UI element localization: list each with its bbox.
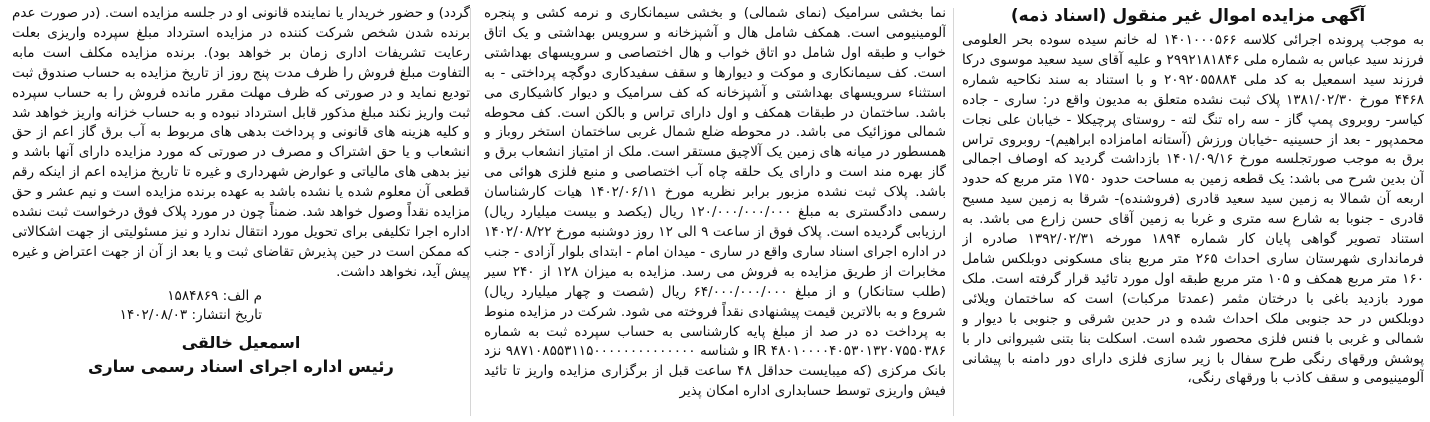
signer-title: رئیس اداره اجرای اسناد رسمی ساری (88, 356, 394, 376)
notice-column-middle (484, 4, 946, 420)
notice-body-part-1: به موجب پرونده اجرائی کلاسه ۱۴۰۱۰۰۰۵۶۶ له خانم سیده سوده بحر العلومی فرزند سید عباس به شماره ملی ۲۹۹۲۱۸۱۸۴۶ و علیه آقای سید سعید موسوی درکا فرزند سید اسمعیل به کد ملی ۲۰۹۲۰۵۵۸۸۴ و با استناد به سند نکاحیه شماره ۴۴۶۸ مورخ ۱۳۸۱/۰۲/۳۰ پلاک ثبت نشده متعلق به مدیون واقع در: ساری - جاده کیاسر- روبروی پمپ گاز - سه راه تنگ لته - روستای پرچیکلا - خیابان علی نجات محمدپور - بعد از حسینیه -خیابان ورزش (آستانه امامزاده ابراهیم)- روبروی تراس برق به موجب صورتجلسه مورخ ۱۴۰۱/۰۹/۱۶ بازداشت گردید که اوصاف اجمالی آن بدین شرح می باشد: یک قطعه زمین به مساحت حدود ۱۷۵۰ متر مربع که حدود اربعه آن شمالا به زمین سید سعید قادری (فروشنده)- شرقا به زمین سید مسیح قادری - جنوبا به شارع سه متری و غربا به زمین آقای حسن زارع می باشد. به استناد تصویر گواهی پایان کار شماره ۱۸۹۴ مورخه ۱۳۹۲/۰۲/۳۱ صادره از فرمانداری شهرستان ساری احداث ۲۶۵ متر مربع بنای مسکونی دوبلکس شامل ۱۶۰ متر مربع همکف و ۱۰۵ متر مربع طبقه اول مورد تائید قرار گرفته است. ملک مورد بازدید باغی با درختان مثمر (عمدتا مرکبات) است که ساختمان ویلائی دوبلکس در حد جنوبی ملک احداث شده و در حدین شرقی و جنوبی با دیوار و شمالی و غربی با فنس فلزی محصور شده است. اسکلت بنا بتنی شیروانی دار با پوشش ورقهای رنگی طرح سفال با زیر سازی فلزی دارای دور دامنه با پیشانی آلومینیومی و سقف کاذب با ورقهای رنگی، (962, 32, 1424, 387)
notice-title: آگهی مزایده اموال غیر منقول (اسناد ذمه) (1010, 6, 1366, 26)
notice-meta (12, 287, 470, 325)
notice-column-right (962, 4, 1424, 420)
reference-number: م الف: ۱۵۸۴۸۶۹ (167, 287, 262, 304)
publish-date: تاریخ انتشار: ۱۴۰۲/۰۸/۰۳ (119, 306, 262, 323)
signer-name: اسمعیل خالقی (181, 332, 301, 352)
notice-column-left (12, 4, 470, 420)
notice-body-part-2: نما بخشی سرامیک (نمای شمالی) و بخشی سیمانکاری و نرمه کشی و پنجره آلومینیومی است. همکف شامل هال و آشپزخانه و سرویس بهداشتی و یک اتاق خواب و طبقه اول شامل دو اتاق خواب و هال اختصاصی و سرویسهای بهداشتی است. کف سیمانکاری و موکت و دیوارها و سقف سفیدکاری دوگچه پرداختی - به استثناء سرویسهای بهداشتی و آشپزخانه که کف سرامیک و دیوار کاشیکاری می باشد. ساختمان در طبقات همکف و اول دارای تراس و بالکن است. کف محوطه شمالی موزائیک می باشد. در محوطه ضلع شمال غربی ساختمان استخر روباز و همسطور در میانه های زمین یک آلاچیق مستقر است. ملک از امتیاز انشعاب برق و گاز بهره مند است و دارای یک حلقه چاه آب اختصاصی و منبع فلزی هوائی می باشد. پلاک ثبت نشده مزبور برابر نظریه مورخ ۱۴۰۲/۰۶/۱۱ هیات کارشناسان رسمی دادگستری به مبلغ ۱۲۰/۰۰۰/۰۰۰/۰۰۰ ریال (یکصد و بیست میلیارد ریال) ارزیابی گردیده است. پلاک فوق از ساعت ۹ الی ۱۲ روز دوشنبه مورخ ۱۴۰۲/۰۸/۲۲ در اداره اجرای اسناد ساری واقع در ساری - میدان امام - ابتدای بلوار آزادی - جنب مخابرات از طریق مزایده به فروش می رسد. مزایده به میزان ۱۲۸ از ۲۴۰ سیر (طلب ستانکار) و از مبلغ ۶۴/۰۰۰/۰۰۰/۰۰۰ ریال (شصت و چهار میلیارد ریال) شروع و به بالاترین قیمت پیشنهادی نقداً فروخته می شود. شرکت در مزایده منوط به پرداخت ده در صد از مبلغ پایه کارشناسی به حساب سپرده ثبت به شماره ۴۸۰۱۰۰۰۰۴۰۵۳۰۱۳۲۰۷۵۵۰۳۸۶ IR و شناسه ۹۸۷۱۰۸۵۵۳۱۱۵۰۰۰۰۰۰۰۰۰۰۰۰۰۰ نزد بانک مرکزی (که میبایست حداقل ۴۸ ساعت قبل از برگزاری مزایده واریز تا تائید فیش واریزی توسط حسابداری اداره امکان پذیر (484, 5, 946, 400)
notice-body-part-3: گردد) و حضور خریدار یا نماینده قانونی او در جلسه مزایده است. (در صورت عدم برنده شدن شخص شرکت کننده در مزایده استرداد مبلغ سپرده واریزی بعلت رعایت تشریفات اداری زمان بر خواهد بود). برنده مزایده مکلف است مابه التفاوت مبلغ فروش را ظرف مدت پنج روز از تاریخ مزایده به حساب صندوق ثبت تودیع نماید و در صورتی که ظرف مهلت مقرر مانده فروش را به حساب سپرده ثبت واریز نکند مبلغ مذکور قابل استرداد نبوده و به حساب خزانه واریز خواهد شد و کلیه هزینه های قانونی و پرداخت بدهی های مربوط به آب برق گاز اعم از حق انشعاب و یا حق اشتراک و مصرف در صورتی که مورد مزایده دارای آنها باشد و نیز بدهی های مالیاتی و عوارض شهرداری و غیره تا تاریخ مزایده اعم از اینکه رقم قطعی آن معلوم شده یا نشده باشد به عهده برنده مزایده است و نیم عشر و حق مزایده نقداً وصول خواهد شد. ضمناً چون در مورد پلاک فوق درخواست ثبت نشده اداره اجرا تکلیفی برای تحویل مورد انتقال ندارد و نیز مسئولیتی از جهت اشکالاتی که ممکن است در حین پذیرش تقاضای ثبت و یا بعد از آن از جهت اعتراض و غیره پیش آید، نخواهد داشت. (12, 5, 470, 280)
column-divider (953, 8, 954, 416)
signature-block (12, 331, 470, 379)
column-divider (470, 8, 471, 416)
